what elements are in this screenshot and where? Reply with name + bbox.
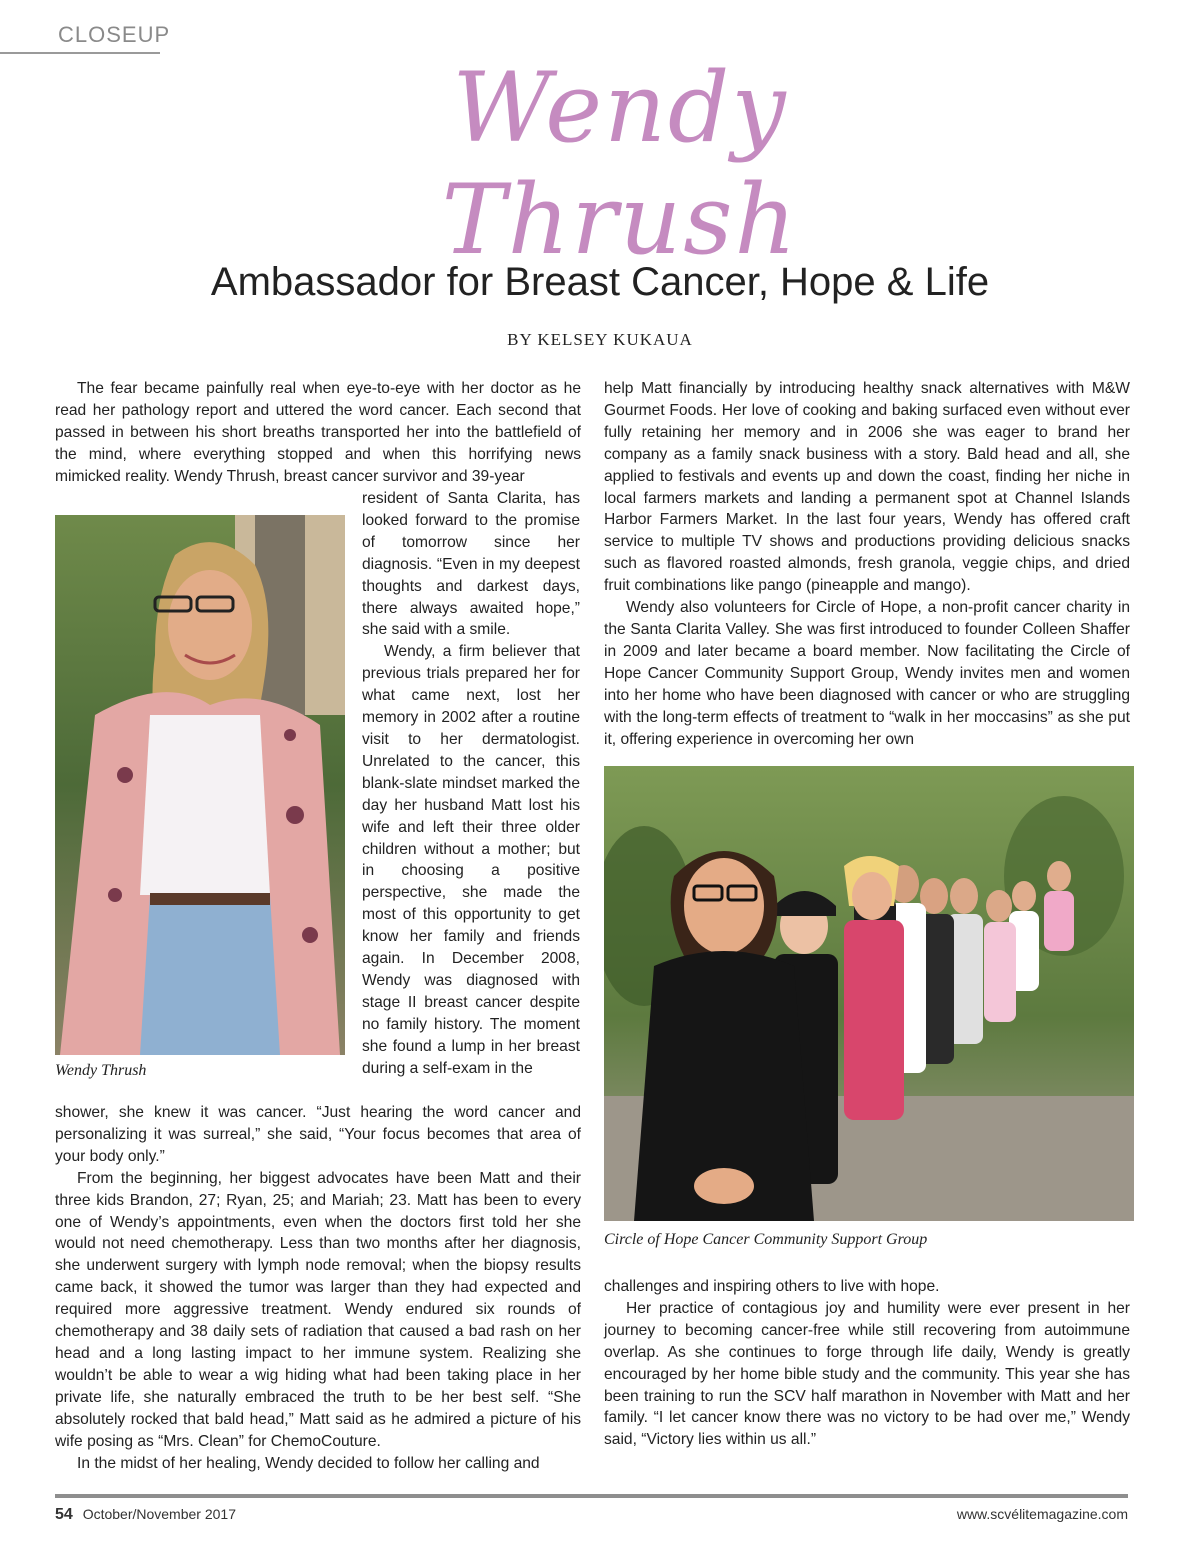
portrait-image	[55, 515, 345, 1055]
paragraph: help Matt financially by introducing healthy snack alternatives with M&W Gourmet Foods. Her love of cooking and baking surfaced even without ever fully retaining her memory and in 2006 she was eager to brand her company as a family snack business with a story. Bald head and all, she applied to festivals and events up and down the coast, finding her niche in local farmers markets and landing a permanent spot at Channel Islands Harbor Farmers Market. In the last four years, Wendy has offered craft service to multiple TV shows and productions providing delicious snacks such as flavored roasted almonds, fresh granola, veggie chips, and dried fruit combinations like pango (pineapple and mango).	[604, 380, 1130, 595]
paragraph: challenges and inspiring others to live with hope.	[604, 1278, 940, 1295]
section-tag-label: CLOSEUP	[58, 22, 171, 47]
paragraph: From the beginning, her biggest advocates have been Matt and their three kids Brandon, 27; Ryan, 25; and Mariah; 23. Matt has been to every one of Wendy’s appointments, even when the doctors first told her she would not need chemotherapy. Less than two months after her diagnosis, she underwent surgery with lymph node removal; when the biopsy results came back, it showed the tumor was larger than they had expected and required more aggressive treatment. Wendy endured six rounds of chemotherapy and 38 daily sets of radiation that caused a bad rash on her head and a long lasting impact to her immune system. Realizing she wouldn’t be able to wear a wig hiding what had been taking place in her private life, she naturally embraced the truth to be her best self. “She absolutely rocked that bald head,” Matt said as he admired a picture of his wife posing as “Mrs. Clean” for ChemoCouture.	[55, 1169, 581, 1450]
section-tag	[0, 22, 171, 54]
paragraph: shower, she knew it was cancer. “Just hearing the word cancer and personalizing it was surreal,” she said, “Your focus becomes that area of your body only.”	[55, 1104, 581, 1165]
photo-wendy-thrush	[55, 515, 345, 1055]
footer-rule	[55, 1494, 1128, 1498]
paragraph: The fear became painfully real when eye-to-eye with her doctor as he read her pathology report and uttered the word cancer. Each second that passed in between his short breaths transported her into the battlefield of the mind, where everything stopped and when this horrifying news mimicked reality. Wendy Thrush, breast cancer survivor and 39-year	[55, 380, 581, 485]
caption-right-photo: Circle of Hope Cancer Community Support Group	[604, 1231, 928, 1248]
paragraph: Wendy, a firm believer that previous trials prepared her for what came next, lost her memory in 2002 after a routine visit to her dermatologist. Unrelated to the cancer, this blank-slate mindset marked the day her husband Matt lost his wife and left their three older children without a mother; but in choosing a positive perspective, she made the most of this opportunity to get know her family and friends again. In December 2008, Wendy was diagnosed with stage II breast cancer despite no family history. The moment she found a lump in her breast during a self-exam in the	[362, 643, 580, 1077]
page-number: 54	[55, 1506, 73, 1523]
caption-left-photo: Wendy Thrush	[55, 1062, 147, 1079]
left-col-intro	[55, 378, 581, 488]
article-subtitle: Ambassador for Breast Cancer, Hope & Life	[210, 260, 990, 304]
byline: BY KELSEY KUKAUA	[507, 330, 693, 349]
left-col-body	[55, 1102, 581, 1474]
paragraph: Her practice of contagious joy and humility were ever present in her journey to becoming cancer-free while still recovering from autoimmune overlap. As she continues to forge through life daily, Wendy is greatly encouraged by her home bible study and the community. This year she has been training to run the SCV half marathon in November with Matt and her family. “I let cancer know there was no victory to be had over me,” Wendy said, “Victory lies within us all.”	[604, 1299, 1130, 1449]
footer-left	[55, 1506, 236, 1524]
right-col-top	[604, 378, 1130, 750]
right-col-bottom	[604, 1276, 1130, 1451]
photo-support-group	[604, 766, 1134, 1221]
paragraph: resident of Santa Clarita, has looked forward to the promise of tomorrow since her diagnosis. “Even in my deepest thoughts and darkest days, there always awaited hope,” she said with a smile.	[362, 490, 580, 639]
footer-website: www.scvélitemagazine.com	[956, 1506, 1128, 1522]
paragraph: In the midst of her healing, Wendy decided to follow her calling and	[77, 1454, 540, 1472]
group-image	[604, 766, 1134, 1221]
article-title: Wendy Thrush	[441, 52, 799, 276]
paragraph: Wendy also volunteers for Circle of Hope, a non-profit cancer charity in the Santa Clarita Valley. She was first introduced to founder Colleen Shaffer in 2009 and later became a board member. Now facilitating the Circle of Hope Cancer Community Support Group, Wendy invites men and women into her home who have been diagnosed with cancer or who are struggling with the long-term effects of treatment to “walk in her moccasins” as she put it, offering experience in overcoming her own	[604, 599, 1130, 748]
issue-date: October/November 2017	[82, 1506, 236, 1522]
left-col-wrap	[362, 488, 580, 1079]
